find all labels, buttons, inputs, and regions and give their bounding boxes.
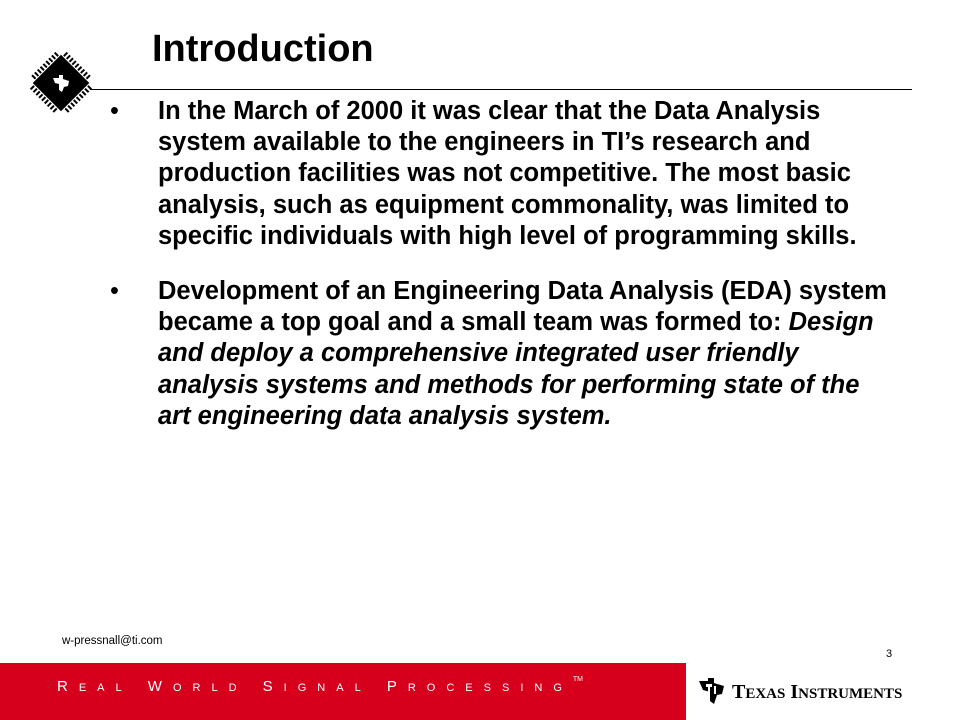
slide-title: Introduction — [152, 28, 374, 70]
bullet-item — [110, 96, 890, 252]
brand-initial: I — [790, 681, 799, 703]
bullet-item — [110, 276, 890, 432]
brand-initial: T — [732, 681, 746, 703]
bullet-list — [110, 96, 890, 432]
bullet-marker: • — [110, 277, 119, 306]
footer-tagline — [57, 678, 583, 695]
brand-rest: EXAS — [745, 686, 786, 702]
brand-rest: NSTRUMENTS — [798, 686, 903, 702]
ti-logo-box — [686, 663, 960, 720]
page-number: 3 — [886, 648, 893, 660]
bullet-marker: • — [110, 97, 119, 125]
bullet-text: Development of an Engineering Data Analysis (EDA) system became a top goal and a small team was formed to: — [158, 277, 887, 337]
title-divider — [90, 89, 912, 90]
tagline-text: Real World Signal Processing — [57, 678, 573, 695]
bullet-emphasis-text: Design and deploy a comprehensive integrated user friendly analysis systems and methods for performing state of the art engineering data analysis system. — [158, 308, 874, 430]
trademark-mark: TM — [572, 676, 583, 683]
ti-logo-icon — [698, 677, 726, 707]
ti-brand-name — [732, 681, 902, 704]
ti-chip-icon — [26, 48, 96, 118]
footer-email: w-pressnall@ti.com — [62, 635, 163, 647]
bullet-text: In the March of 2000 it was clear that the Data Analysis system available to the engineers in TI’s research and production facilities was not competitive. The most basic analysis, such as equipment commonality, was limited to specific individuals with high level of programming skills. — [158, 97, 857, 250]
